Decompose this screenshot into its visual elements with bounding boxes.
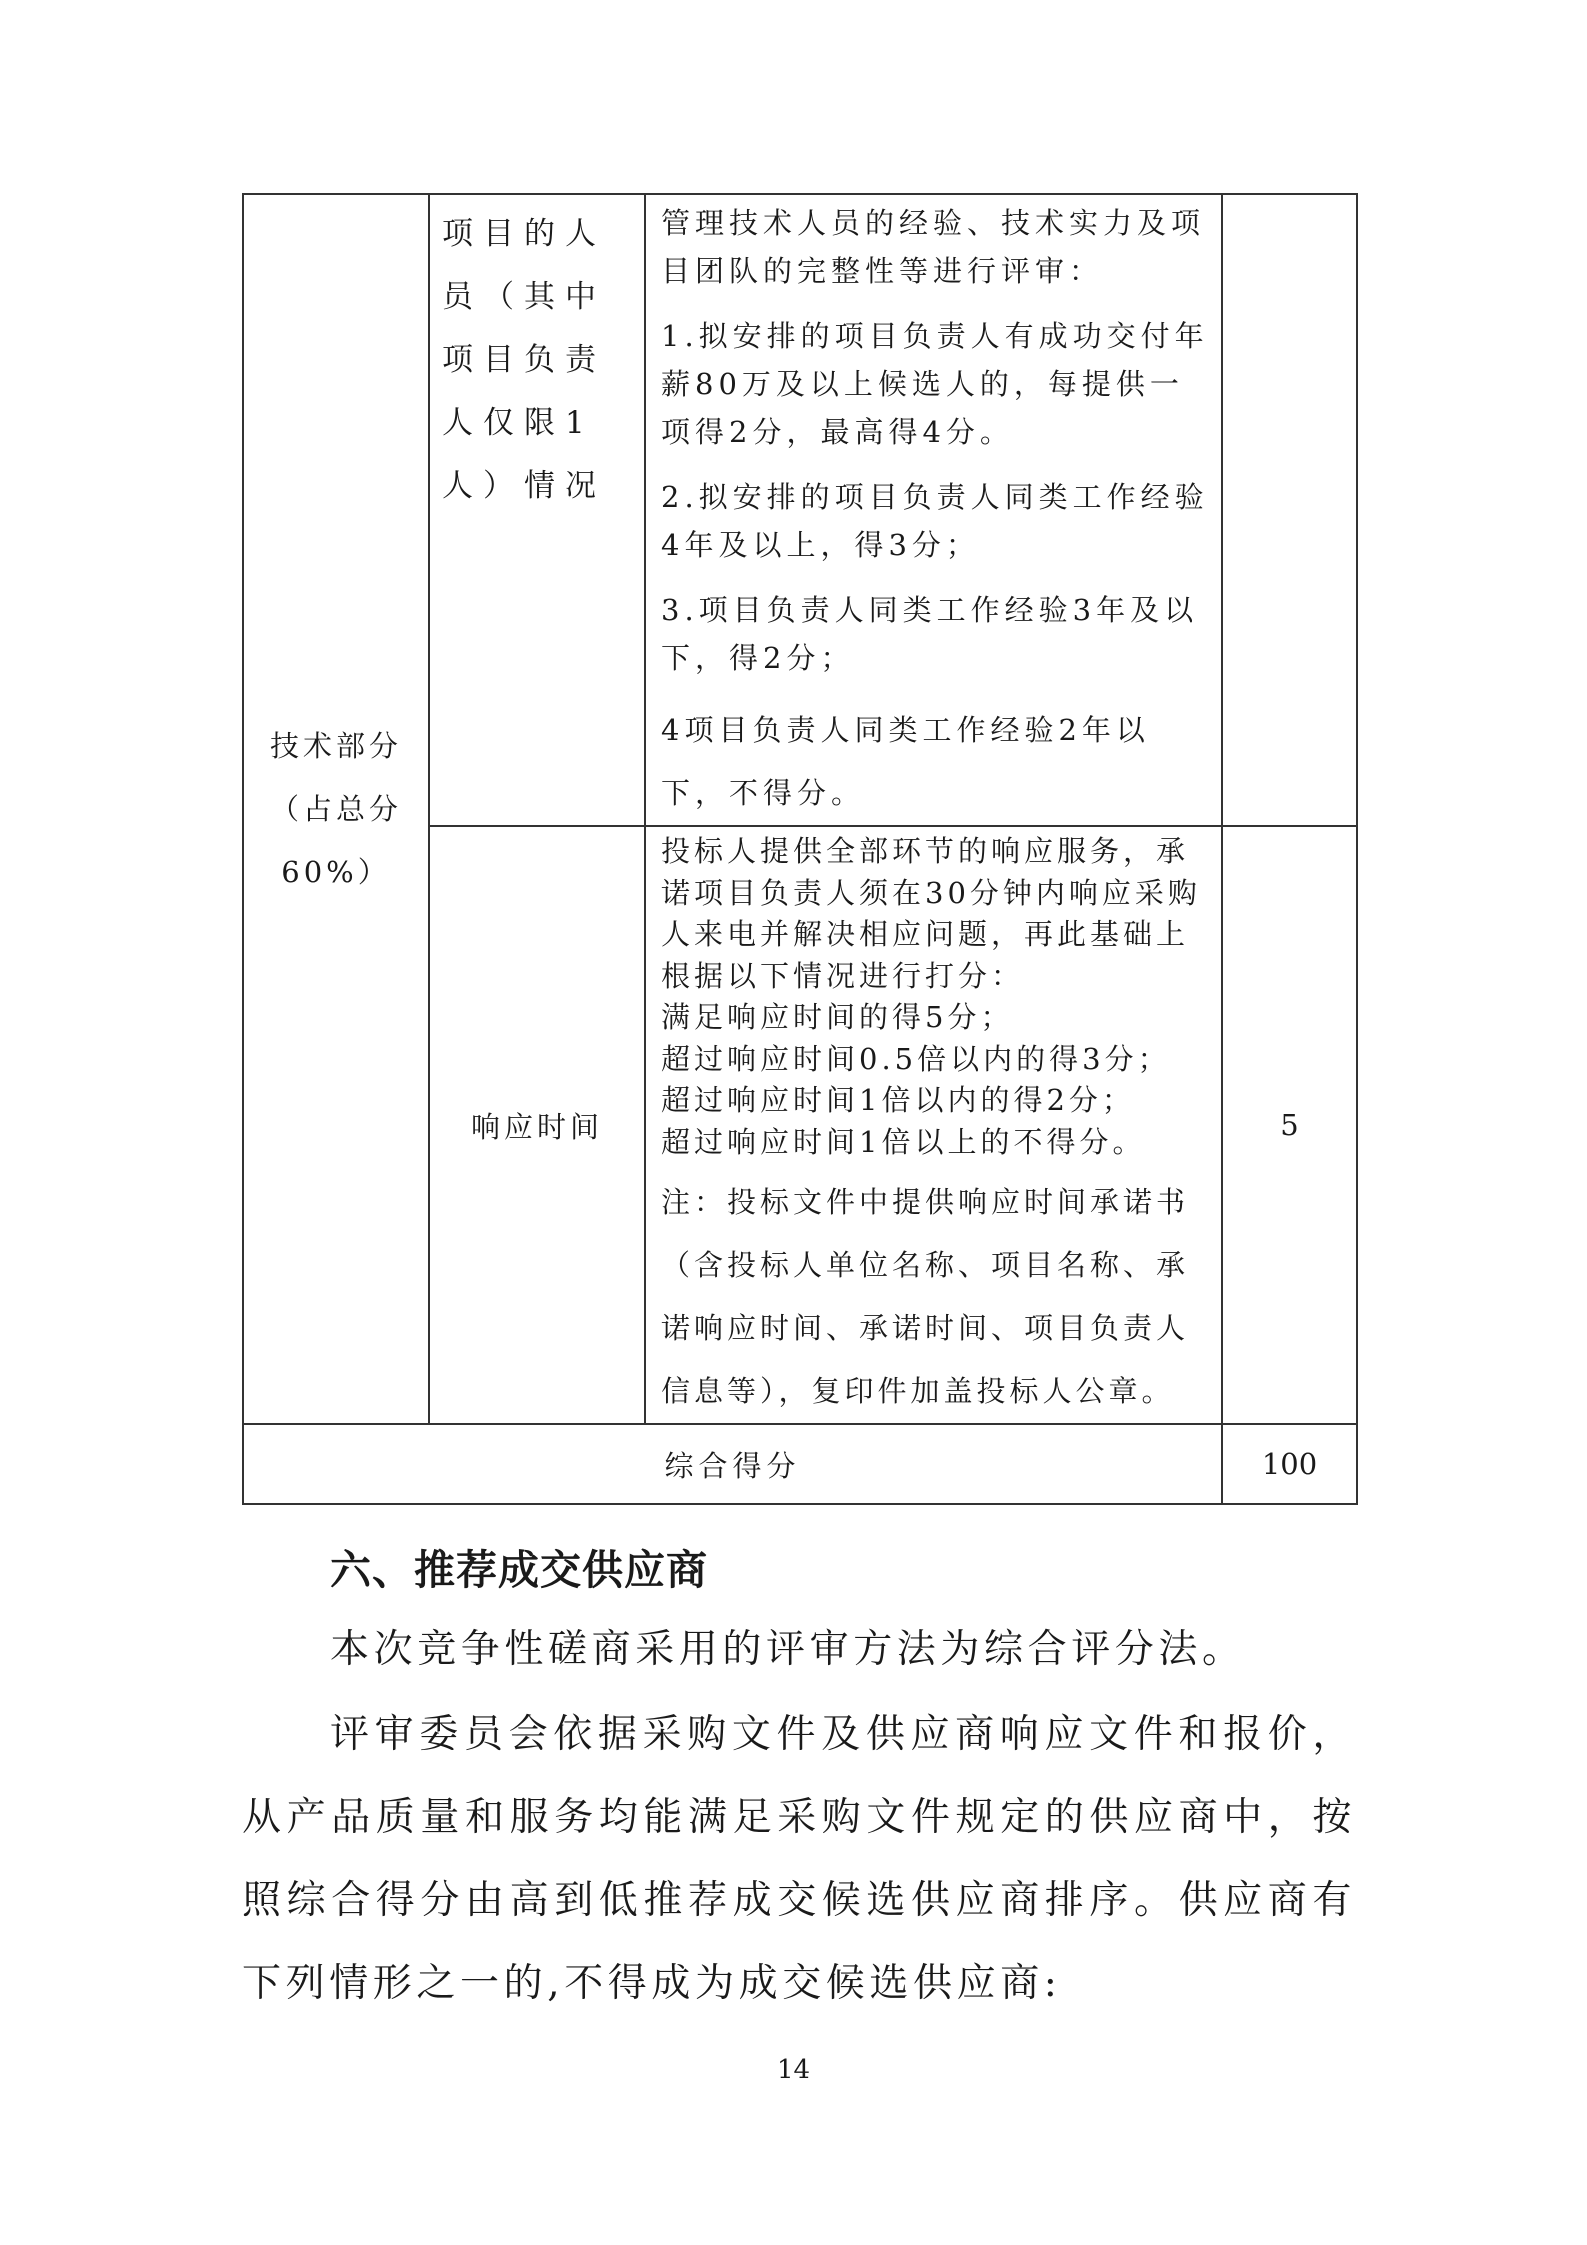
criteria-item-3: 3.项目负责人同类工作经验3年及以下，得2分； [661, 593, 1199, 675]
response-note: 注：投标文件中提供响应时间承诺书（含投标人单位名称、项目名称、承诺响应时间、承诺时间、项目负责人信息等），复印件加盖投标人公章。 [661, 1185, 1190, 1408]
page-number: 14 [776, 2055, 811, 2085]
total-label: 综合得分 [243, 1424, 1222, 1504]
item-label-response: 响应时间 [470, 1109, 603, 1144]
criteria-item-2: 2.拟安排的项目负责人同类工作经验4年及以上，得3分； [661, 480, 1209, 562]
response-rule-4: 超过响应时间1倍以上的不得分。 [661, 1124, 1146, 1159]
body-paragraph-ranking: 评审委员会依据采购文件及供应商响应文件和报价，从产品质量和服务均能满足采购文件规定的供应商中，按照综合得分由高到低推荐成交候选供应商排序。供应商有下列情形之一的,不得成为成交候选供应商: [242, 1712, 1356, 2006]
body-paragraph-method: 本次竞争性磋商采用的评审方法为综合评分法。 [330, 1627, 1246, 1672]
score-cell-response: 5 [1222, 826, 1357, 1424]
section-heading: 六、推荐成交供应商 [330, 1546, 708, 1594]
table-row-staff [243, 194, 1357, 826]
criteria-cell-response [645, 826, 1222, 1424]
total-score: 100 [1222, 1424, 1357, 1504]
item-cell-staff [429, 194, 645, 826]
category-cell [243, 194, 429, 1424]
category-title: 技术部分 [269, 728, 402, 763]
criteria-cell-staff [645, 194, 1222, 826]
table-row-total [243, 1424, 1357, 1504]
response-intro: 投标人提供全部环节的响应服务，承诺项目负责人须在30分钟内响应采购人来电并解决相应问题，再此基础上根据以下情况进行打分： [661, 834, 1201, 993]
scoring-table [242, 193, 1358, 1505]
category-weight: （占总分 [269, 791, 402, 826]
category-percent: 60%） [281, 854, 391, 889]
response-rule-2: 超过响应时间0.5倍以内的得3分； [661, 1041, 1171, 1076]
response-rule-3: 超过响应时间1倍以内的得2分； [661, 1083, 1135, 1117]
criteria-item-1: 1.拟安排的项目负责人有成功交付年薪80万及以上候选人的，每提供一项得2分，最高得4分。 [661, 319, 1209, 449]
item-cell-response [429, 826, 645, 1424]
item-label-staff: 项目的人员（其中项目负责人仅限1人）情况 [442, 216, 606, 504]
criteria-intro: 管理技术人员的经验、技术实力及项目团队的完整性等进行评审： [661, 206, 1206, 288]
criteria-item-4: 4项目负责人同类工作经验2年以下，不得分。 [661, 713, 1150, 810]
score-cell-staff [1222, 194, 1357, 826]
response-rule-1: 满足响应时间的得5分； [661, 1000, 1014, 1034]
